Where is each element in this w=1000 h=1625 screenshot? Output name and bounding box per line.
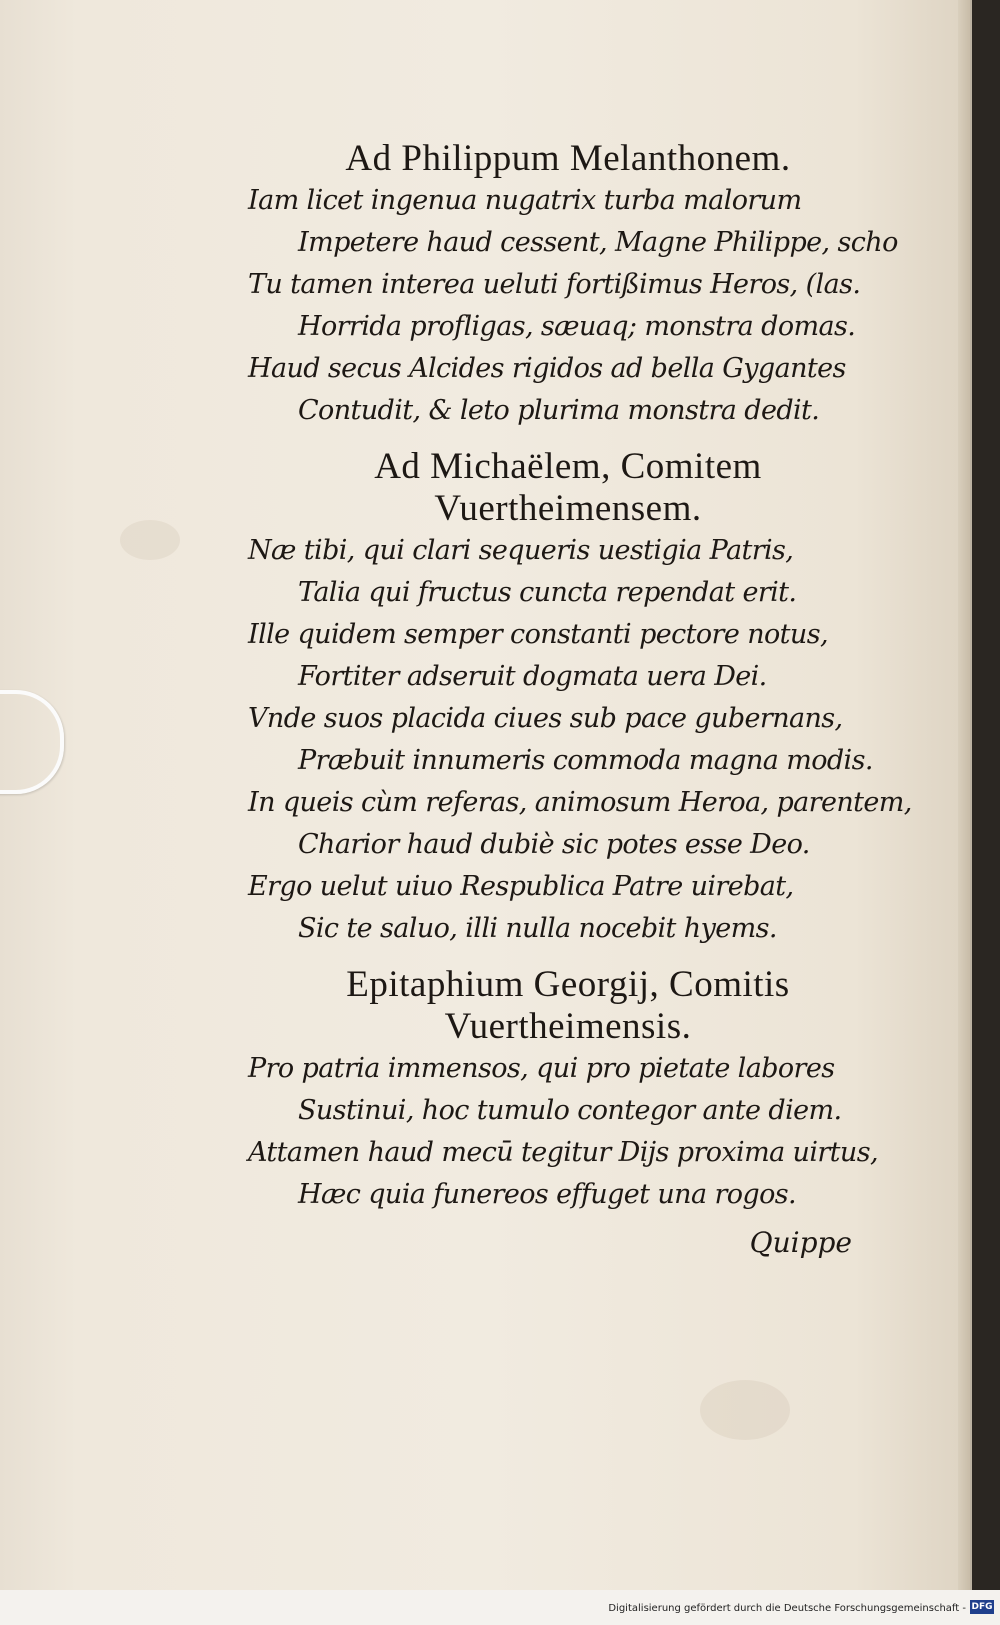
verse-line: Pro patria immensos, qui pro pietate labores xyxy=(248,1053,835,1084)
poem-text xyxy=(248,138,912,1259)
verse-line: Talia qui fructus cuncta rependat erit. xyxy=(298,577,797,608)
verse-line: Ergo uelut uiuo Respublica Patre uirebat, xyxy=(248,871,794,902)
catchword: Quippe xyxy=(749,1226,852,1259)
verse-line: Vnde suos placida ciues sub pace gubernans, xyxy=(248,703,843,734)
verse-line: Charior haud dubiè sic potes esse Deo. xyxy=(298,829,810,860)
poem-title-line2: Vuertheimensem. xyxy=(434,488,702,529)
verse-line: Attamen haud mecū tegitur Dijs proxima uirtus, xyxy=(248,1137,878,1168)
funding-note: Digitalisierung gefördert durch die Deutsche Forschungsgemeinschaft - xyxy=(608,1603,966,1614)
verse-line: Sic te saluo, illi nulla nocebit hyems. xyxy=(298,913,777,944)
poem-title: Epitaphium Georgij, Comitis xyxy=(346,964,790,1005)
verse-line: Tu tamen interea ueluti fortißimus Heros, (las. xyxy=(248,269,861,300)
verse-line: Præbuit innumeris commoda magna modis. xyxy=(298,745,873,776)
dfg-logo-icon: DFG xyxy=(971,1602,993,1612)
verse-line: Hæc quia funereos effuget una rogos. xyxy=(298,1179,796,1210)
poem-title: Ad Michaëlem, Comitem xyxy=(374,446,762,487)
verse-line: In queis cùm referas, animosum Heroa, parentem, xyxy=(248,787,912,818)
verse-line: Horrida profligas, sæuaq; monstra domas. xyxy=(298,311,856,342)
poem-title: Ad Philippum Melanthonem. xyxy=(345,138,791,179)
verse-line: Næ tibi, qui clari sequeris uestigia Patris, xyxy=(248,535,794,566)
verse-line: Sustinui, hoc tumulo contegor ante diem. xyxy=(298,1095,842,1126)
paper-stain xyxy=(700,1380,790,1440)
poem-title-line2: Vuertheimensis. xyxy=(444,1006,692,1047)
paper-clip xyxy=(0,690,64,794)
verse-line: Iam licet ingenua nugatrix turba malorum xyxy=(248,185,802,216)
page-edge xyxy=(958,0,970,1590)
verse-line: Ille quidem semper constanti pectore notus, xyxy=(248,619,828,650)
verse-line: Contudit, & leto plurima monstra dedit. xyxy=(298,395,820,426)
verse-line: Impetere haud cessent, Magne Philippe, scho xyxy=(298,227,898,258)
verse-line: Fortiter adseruit dogmata uera Dei. xyxy=(298,661,767,692)
paper-stain xyxy=(120,520,180,560)
verse-line: Haud secus Alcides rigidos ad bella Gygantes xyxy=(248,353,846,384)
